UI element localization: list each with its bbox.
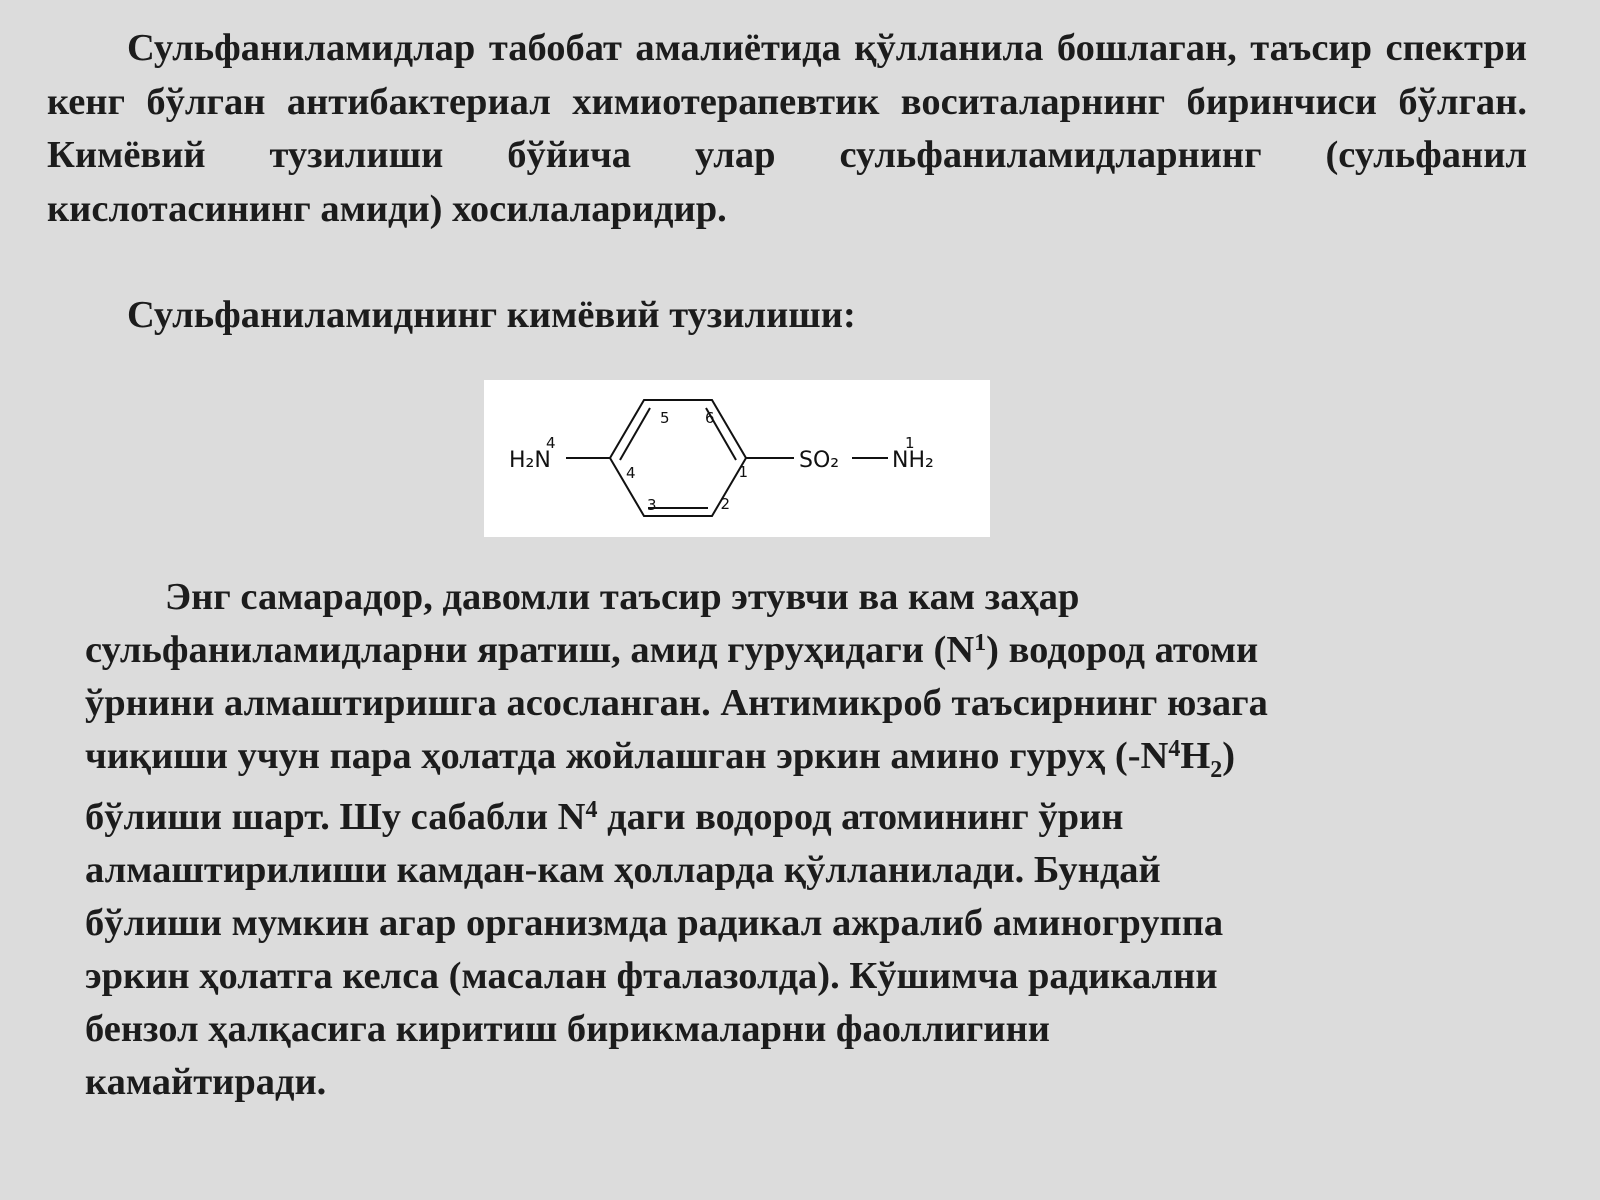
text-line: сульфаниламидларни яратиш, амид гуруҳидаги $(N^1)$ водород атоми <box>85 629 1259 671</box>
left-amino-group: H₂N <box>509 448 551 473</box>
text-line: эркин ҳолатга келса (масалан фталазолда). Кўшимча радикални <box>85 955 1218 997</box>
text-line: камайтиради. <box>85 1061 327 1103</box>
text-line: ўрнини алмаштиришга асосланган. Антимикроб таъсирнинг юзага <box>85 682 1268 724</box>
right-amide-index: 1 <box>905 434 915 452</box>
text-line: бензол ҳалқасига киритиш бирикмаларни фаоллигини <box>85 1008 1050 1050</box>
sulfanilamide-structure-figure <box>484 380 990 537</box>
ring-number-3: 3 <box>647 496 657 514</box>
sulfonyl-group: SO₂ <box>799 448 840 473</box>
intro-paragraph: Сульфаниламидлар табобат амалиётида қўлланила бошлаган, таъсир спектри кенг бўлган антибактериал химиотерапевтик воситаларнинг биринчиси бўлган. Кимёвий тузилиши бўйича улар сульфаниламидларнинг (сульфанил кислотасининг амиди) хосилаларидир. <box>47 27 1527 230</box>
text-line: алмаштирилиши камдан-кам ҳолларда қўлланилади. Бундай <box>85 849 1161 891</box>
ring-number-4: 4 <box>626 464 636 482</box>
structure-heading: Сульфаниламиднинг кимёвий тузилиши: <box>127 294 856 336</box>
text-line: бўлиши мумкин агар организмда радикал ажралиб аминогруппа <box>85 902 1224 944</box>
text-line: бўлиши шарт. Шу сабабли $N^4$ даги водород атомининг ўрин <box>85 796 1124 838</box>
text-line: Энг самарадор, давомли таъсир этувчи ва кам заҳар <box>165 576 1080 618</box>
ring-number-5: 5 <box>660 409 670 427</box>
ring-number-2: 2 <box>720 495 730 513</box>
text-line: чиқиши учун пара ҳолатда жойлашган эркин амино гуруҳ $(-N^4H_2)$ <box>85 735 1236 783</box>
right-amide-group: NH₂ <box>892 448 934 473</box>
left-amino-index: 4 <box>546 434 556 452</box>
ring-number-1: 1 <box>738 463 748 481</box>
ring-number-6: 6 <box>705 409 715 427</box>
